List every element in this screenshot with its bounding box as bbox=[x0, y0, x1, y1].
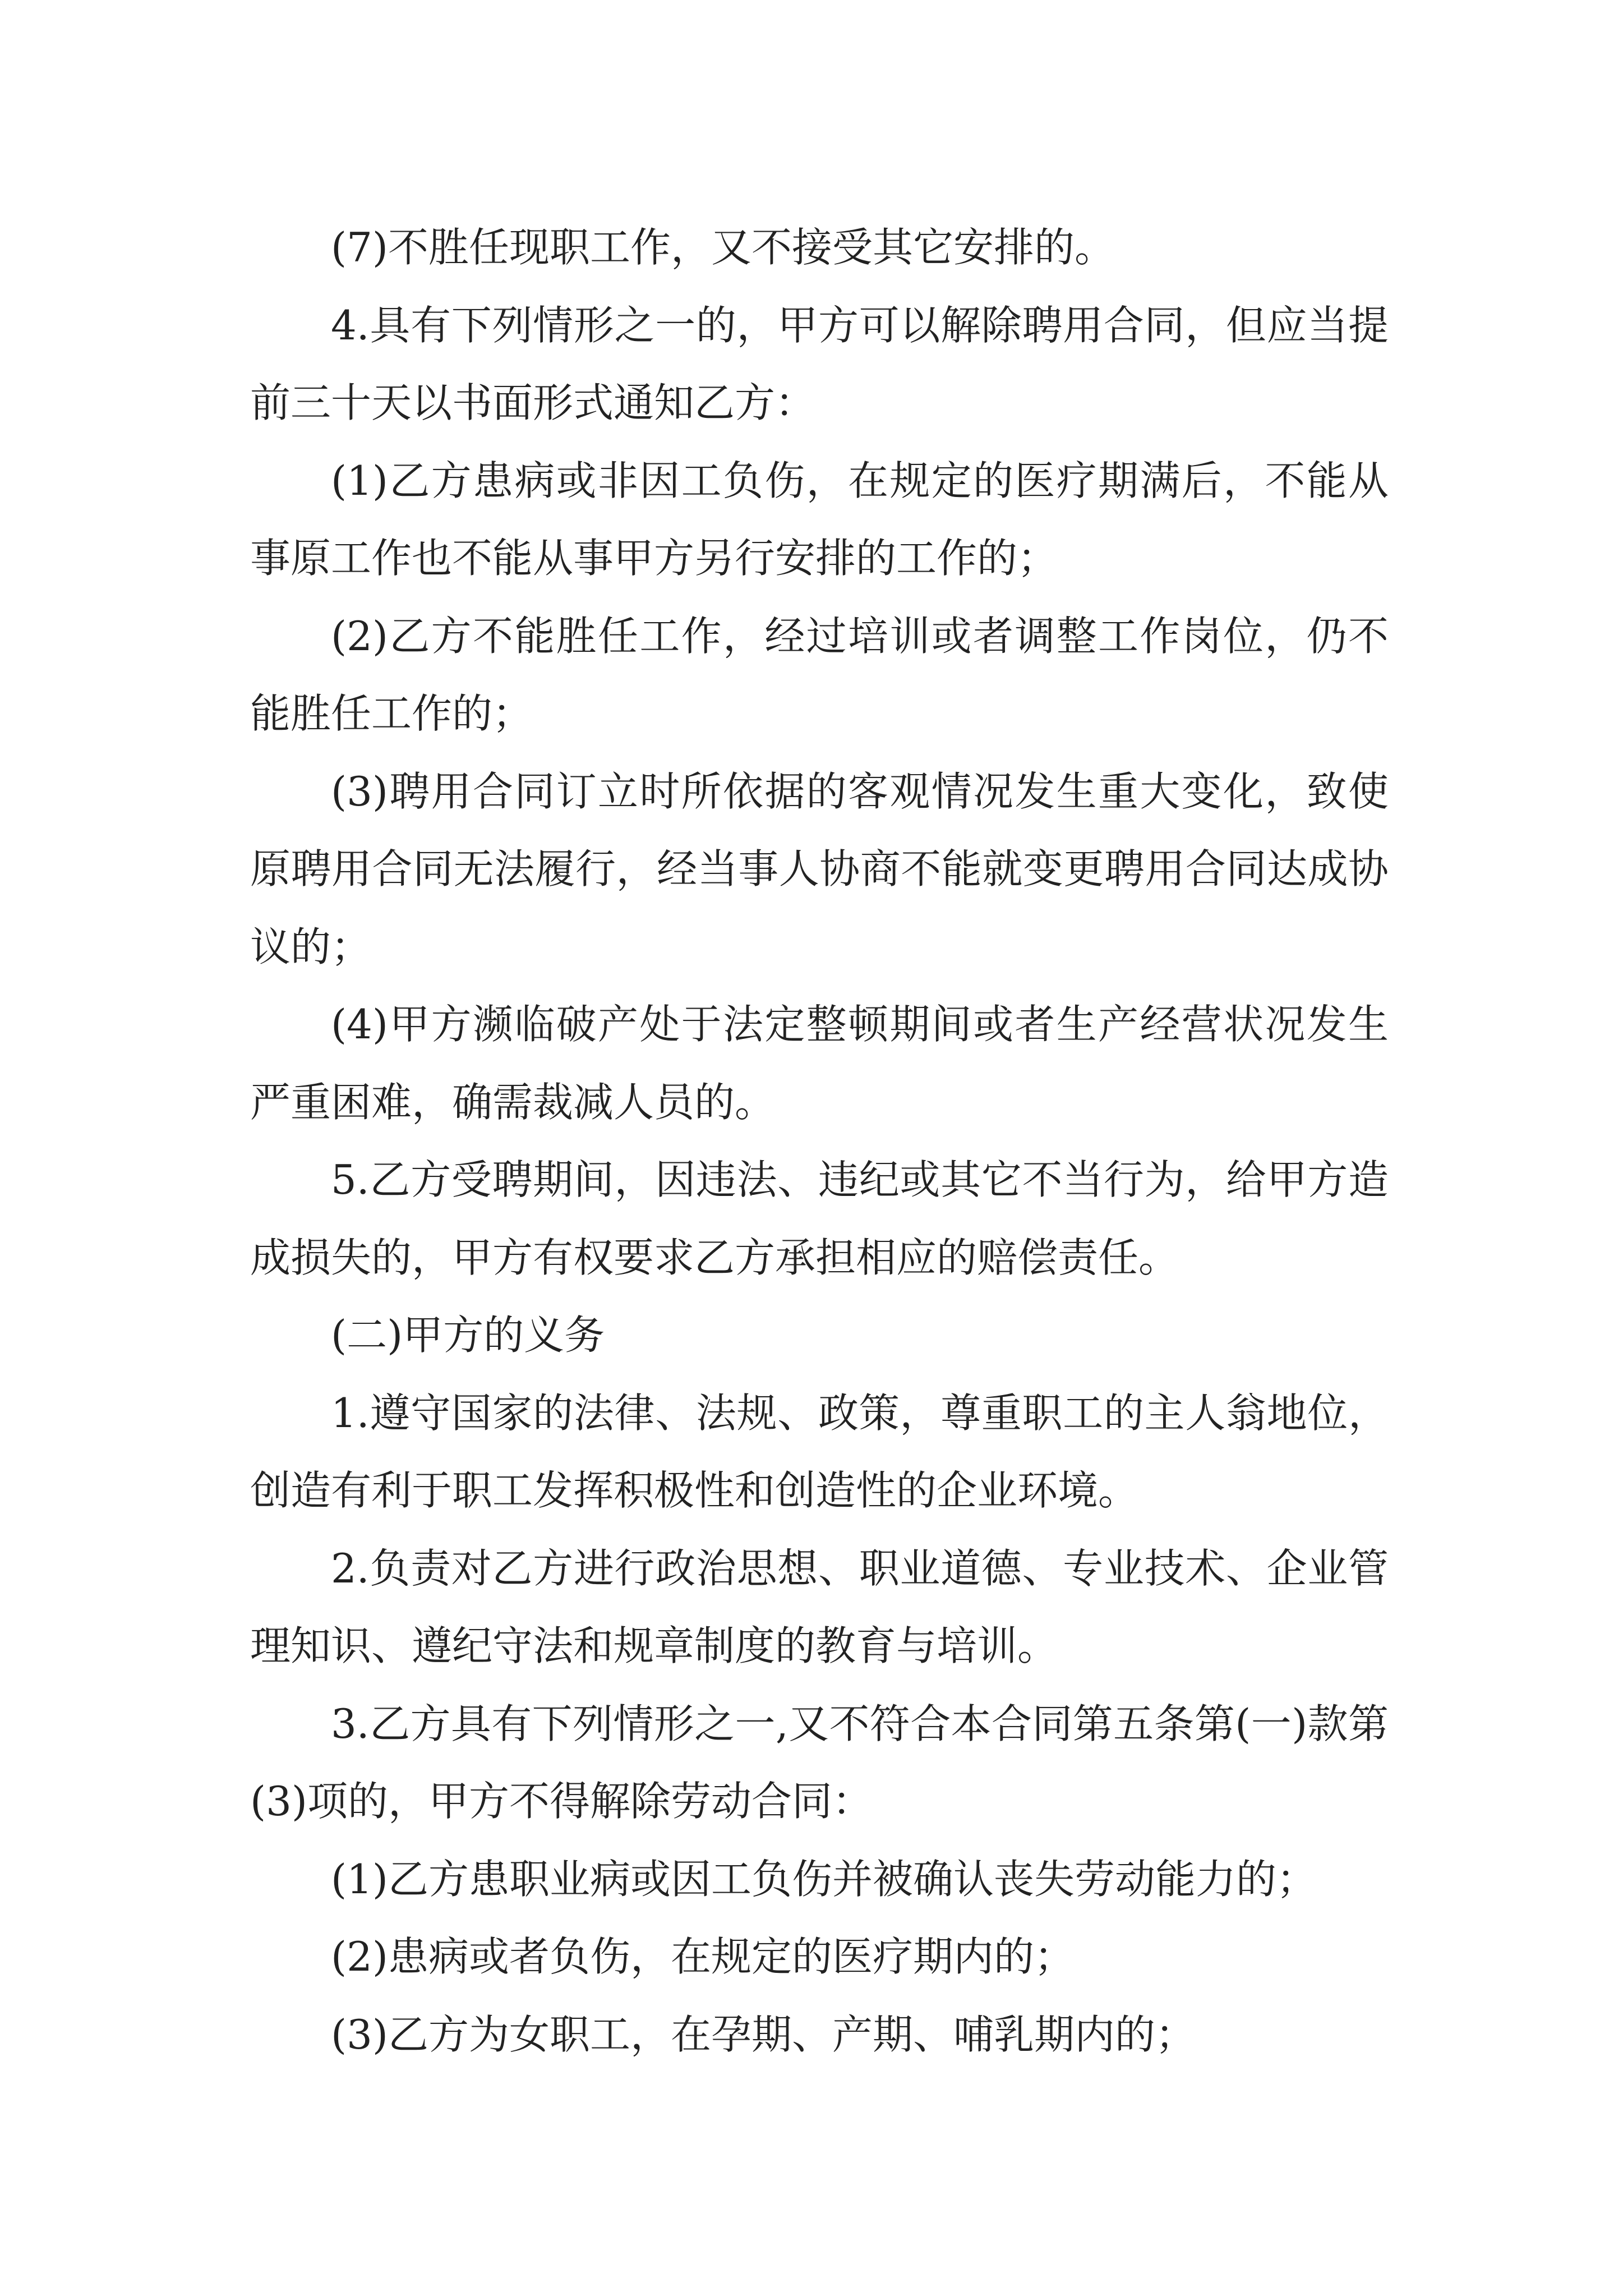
paragraph-item-2-incompetent: (2)乙方不能胜任工作，经过培训或者调整工作岗位，仍不能胜任工作的； bbox=[250, 612, 1389, 737]
paragraph-item-3-circumstances: (3)聘用合同订立时所依据的客观情况发生重大变化，致使原聘用合同无法履行，经当事人协商不能就变更聘用合同达成协议的； bbox=[250, 767, 1389, 970]
paragraph-obligation-1: 1.遵守国家的法律、法规、政策，尊重职工的主人翁地位，创造有利于职工发挥积极性和创造性的企业环境。 bbox=[250, 1389, 1389, 1514]
paragraph-item-1-illness: (1)乙方患病或非因工负伤，在规定的医疗期满后，不能从事原工作也不能从事甲方另行安排的工作的； bbox=[250, 457, 1389, 582]
paragraph-article-4: 4.具有下列情形之一的，甲方可以解除聘用合同，但应当提前三十天以书面形式通知乙方： bbox=[250, 301, 1389, 426]
paragraph-protected-item-1: (1)乙方患职业病或因工负伤并被确认丧失劳动能力的； bbox=[331, 1855, 1317, 1903]
document-body bbox=[250, 209, 1389, 2073]
paragraph-obligation-2: 2.负责对乙方进行政治思想、职业道德、专业技术、企业管理知识、遵纪守法和规章制度的教育与培训。 bbox=[250, 1544, 1389, 1669]
section-heading-party-a-obligations: (二)甲方的义务 bbox=[331, 1312, 605, 1359]
paragraph-article-5: 5.乙方受聘期间，因违法、违纪或其它不当行为，给甲方造成损失的，甲方有权要求乙方承担相应的赔偿责任。 bbox=[250, 1156, 1389, 1281]
paragraph-clause-7-unfit: (7)不胜任现职工作，又不接受其它安排的。 bbox=[331, 224, 1115, 271]
paragraph-obligation-3: 3.乙方具有下列情形之一,又不符合本合同第五条第(一)款第(3)项的，甲方不得解除劳动合同： bbox=[250, 1700, 1389, 1825]
paragraph-protected-item-3: (3)乙方为女职工，在孕期、产期、哺乳期内的； bbox=[331, 2010, 1196, 2058]
paragraph-item-4-bankruptcy: (4)甲方濒临破产处于法定整顿期间或者生产经营状况发生严重困难，确需裁减人员的。 bbox=[250, 1001, 1389, 1126]
paragraph-protected-item-2: (2)患病或者负伤，在规定的医疗期内的； bbox=[331, 1933, 1075, 1980]
